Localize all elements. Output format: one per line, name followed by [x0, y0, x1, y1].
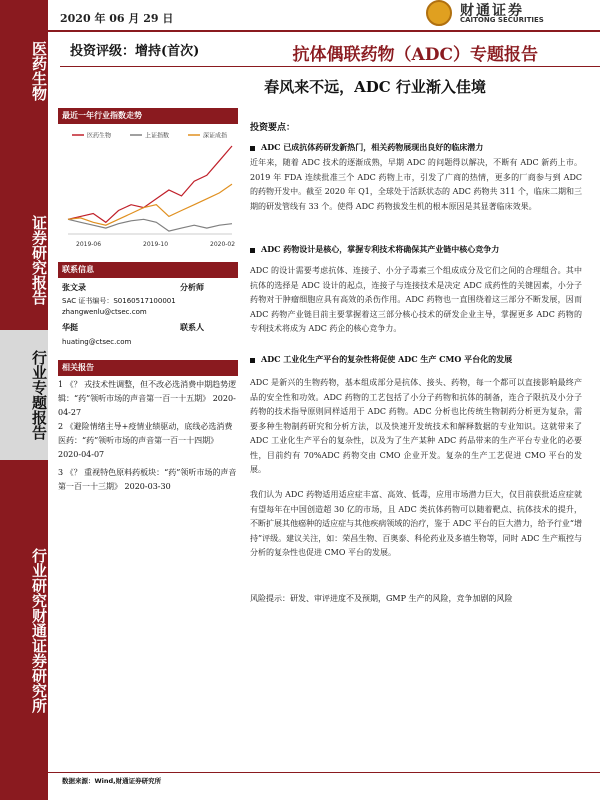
- report-date: 2020 年 06 月 29 日: [60, 12, 174, 25]
- bullet-icon: [250, 248, 255, 253]
- top-divider: [0, 30, 600, 32]
- legend-label: 深证成指: [203, 132, 228, 140]
- sidebar-report-type: 行业专题报告: [30, 350, 48, 440]
- related-report-item[interactable]: 2 《避险情绪主导+疫情业绩驱动，底线必选消费医药：“药”领听市场的声音第一百一十四期》 2020-04-07: [58, 422, 233, 459]
- chart-section-title: 最近一年行业指数走势: [58, 108, 238, 124]
- keypoint-paragraph-4: 我们认为 ADC 药物适用适应症丰富、高效、低毒，应用市场潜力巨大，仅目前获批适应症就有望每年在中国创造超 30 亿的市场，且 ADC 类抗体药物可以随着靶点、抗体技术的提升，不断扩展其他癌种的适应症与其他疾病领域的治疗，鉴于 ADC 平台的巨大潜力，给予行业“增持”评级。建议关注，如：荣昌生物、百奥泰、科伦药业及多禧生物等，同时 ADC 生产瓶控与分析的复杂性也促进 CMO 平台的发展。: [250, 490, 582, 557]
- legend-label: 上证指数: [145, 132, 170, 140]
- footer-divider: [48, 772, 600, 773]
- analyst-role: 分析师: [180, 283, 204, 292]
- page-title: 春风来不远，ADC 行业渐入佳境: [264, 78, 486, 96]
- contact-role: 联系人: [180, 323, 204, 332]
- keypoint-heading-text: ADC 工业化生产平台的复杂性将促使 ADC 生产 CMO 平台化的发展: [261, 354, 513, 364]
- keypoint-heading-1: [250, 142, 483, 153]
- analyst-email[interactable]: zhangwenlu@ctsec.com: [62, 308, 147, 316]
- sidebar-institute: 行业研究财通证券研究所: [30, 547, 48, 713]
- company-logo: [420, 0, 600, 28]
- risk-warning: 风险提示：研发、审评进度不及预期，GMP 生产的风险，竞争加剧的风险: [250, 594, 513, 603]
- related-report-item[interactable]: 3 《？ 重视特色原料药板块：“药”领听市场的声音第一百一十三期》 2020-03-30: [58, 468, 237, 491]
- related-section-title: 相关报告: [58, 360, 238, 376]
- data-source: 数据来源：Wind,财通证券研究所: [62, 777, 162, 785]
- keypoint-heading-2: [250, 244, 499, 255]
- logo-en-text: CAITONG SECURITIES: [460, 16, 544, 24]
- series-line: [68, 219, 232, 231]
- series-line: [68, 184, 232, 225]
- header-divider: [60, 66, 600, 67]
- keypoint-paragraph-2: ADC 的设计需要考虑抗体、连接子、小分子毒素三个组成成分及它们之间的合理组合。其中抗体的选择是 ADC 设计的起点，连接子与连接技术是决定 ADC 成药性的关键因素，小分子药物对于肿瘤细胞应具有高效的杀伤作用。ADC 药物也一直围绕着这三部分不断发展，因而 ADC 药物产业链目前主要掌握着这三部分核心技术的研发企业主导，掌握更多 ADC 药物的专利技术将成为 ADC 药企的核心竞争力。: [250, 266, 582, 333]
- keypoint-heading-text: ADC 已成抗体药研发新热门，相关药物展现出良好的临床潜力: [261, 142, 484, 152]
- keypoint-paragraph-1: 近年来，随着 ADC 技术的逐渐成熟，早期 ADC 的问题得以解决，不断有 ADC 新药上市。2019 年 FDA 连续批准三个 ADC 药物上市，引发了广商的热情，更多的厂商参与到 ADC 的药物开发中。截至 2020 年 Q1，全球处于活跃状态的 ADC 药物共 311 个，临床二期和三期的研发管线有 33 个。使得 ADC 药物拔发生机的根本原因是其显著临床效果。: [250, 158, 582, 211]
- analyst-name: 张文录: [62, 283, 86, 292]
- contact-email[interactable]: huating@ctsec.com: [62, 338, 132, 346]
- contact-name: 华挺: [62, 323, 78, 332]
- keypoint-paragraph-3: ADC 是新兴的生物药物，基本组成部分是抗体、接头、药物，每一个都可以直接影响最终产品的安全性和功效。ADC 药物的工艺包括了小分子药物和抗体的制备，连合子限抗及小分子药物的技术指导原则同样适用于 ADC 药物。ADC 分析也比传统生物制药分析更为复杂，需要多种生物制药研究和分析方法，以及快速开发统技术和解释数据的专业知识。这就带来了 ADC 工业化生产平台的复杂性，以及为了生产某种 ADC 药品带来的生产平台专业化的必要性，目前约有 70%ADC 药物交由 CMO 企业开发。复杂的生产工艺促进 CMO 平台的发展。: [250, 378, 582, 474]
- logo-icon: [426, 0, 452, 26]
- bullet-icon: [250, 146, 255, 151]
- keypoint-heading-text: ADC 药物设计是核心，掌握专利技术将确保其产业链中核心竞争力: [261, 244, 500, 254]
- investment-rating: 投资评级：增持(首次): [70, 44, 200, 59]
- legend-label: 医药生物: [87, 132, 112, 140]
- x-tick-label: 2019-10: [143, 241, 169, 248]
- sidebar-report-kind: 证券研究报告: [30, 215, 48, 305]
- x-tick-label: 2019-06: [76, 241, 102, 248]
- logo-cn-text: 财通证券: [460, 3, 524, 19]
- related-report-item[interactable]: 1 《？ 戎技术性调整，但不改必选消费中期趋势逻辑：“药”领听市场的声音第一百一十五期》 2020-04-27: [58, 380, 237, 417]
- analyst-sac: SAC 证书编号：S0160517100001: [62, 297, 176, 305]
- keypoint-heading-3: [250, 354, 512, 365]
- series-line: [68, 146, 232, 222]
- chart-svg: [58, 128, 238, 250]
- sidebar-industry-label: 医药生物: [30, 41, 48, 101]
- index-trend-chart: [58, 128, 238, 250]
- contact-section-title: 联系信息: [58, 262, 238, 278]
- report-type-title: 抗体偶联药物（ADC）专题报告: [292, 45, 538, 65]
- keypoints-title: 投资要点：: [250, 123, 296, 133]
- bullet-icon: [250, 358, 255, 363]
- x-tick-label: 2020-02: [210, 241, 236, 248]
